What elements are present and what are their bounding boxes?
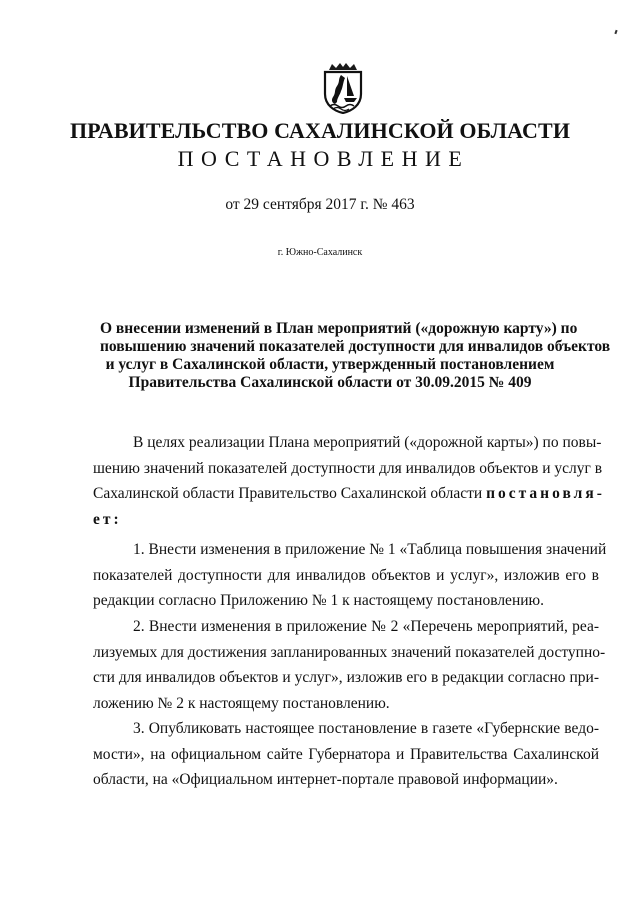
paragraph-line: 2. Внести изменения в приложение № 2 «Перечень мероприятий, реа- (133, 618, 599, 635)
paragraph-line (93, 481, 605, 507)
paragraph-line: 3. Опубликовать настоящее постановление в газете «Губернские ведо- (133, 720, 599, 737)
paragraph-line (93, 507, 599, 533)
paragraph-line: области, на «Официальном интернет-портале правовой информации». (93, 771, 558, 788)
organization-title: ПРАВИТЕЛЬСТВО САХАЛИНСКОЙ ОБЛАСТИ (69, 118, 571, 143)
subject-line: Правительства Сахалинской области от 30.09.2015 № 409 (128, 374, 532, 391)
document-type: ПОСТАНОВЛЕНИЕ (177, 146, 470, 171)
paragraph-line: сти для инвалидов объектов и услуг», изложив его в редакции согласно при- (93, 669, 599, 686)
scan-mark (614, 30, 617, 34)
resolution-keyword-end: ет: (93, 510, 122, 528)
paragraph-line: 1. Внести изменения в приложение № 1 «Таблица повышения значений (133, 541, 607, 558)
paragraph-line: шению значений показателей доступности для инвалидов объектов и услуг в (93, 459, 603, 477)
subject-line: повышению значений показателей доступности для инвалидов объектов (100, 338, 611, 355)
item-2-paragraph (93, 614, 606, 716)
resolution-keyword: постановля- (486, 485, 605, 502)
document-subject (100, 320, 611, 392)
paragraph-line: В целях реализации Плана мероприятий («дорожной карты») по повы- (133, 434, 602, 451)
document-date-number: от 29 сентября 2017 г. № 463 (225, 196, 415, 213)
paragraph-line: мости», на официальном сайте Губернатора и Правительства Сахалинской (93, 745, 599, 763)
paragraph-line: показателей доступности для инвалидов объектов и услуг», изложив его в (93, 566, 599, 584)
document-city: г. Южно-Сахалинск (277, 247, 363, 258)
sakhalin-coat-of-arms-icon (321, 62, 365, 114)
item-3-paragraph (93, 716, 599, 793)
paragraph-line: ложению № 2 к настоящему постановлению. (93, 694, 390, 712)
paragraph-line: лизуемых для достижения запланированных значений показателей доступно- (93, 643, 606, 661)
paragraph-line: редакции согласно Приложению № 1 к настоящему постановлению. (93, 592, 544, 609)
subject-line: О внесении изменений в План мероприятий («дорожную карту») по (100, 320, 578, 337)
preamble-paragraph (93, 430, 605, 532)
item-1-paragraph (93, 537, 607, 614)
subject-line: и услуг в Сахалинской области, утвержденный постановлением (105, 356, 555, 373)
preamble-text: Сахалинской области Правительство Сахалинской области (93, 485, 483, 502)
